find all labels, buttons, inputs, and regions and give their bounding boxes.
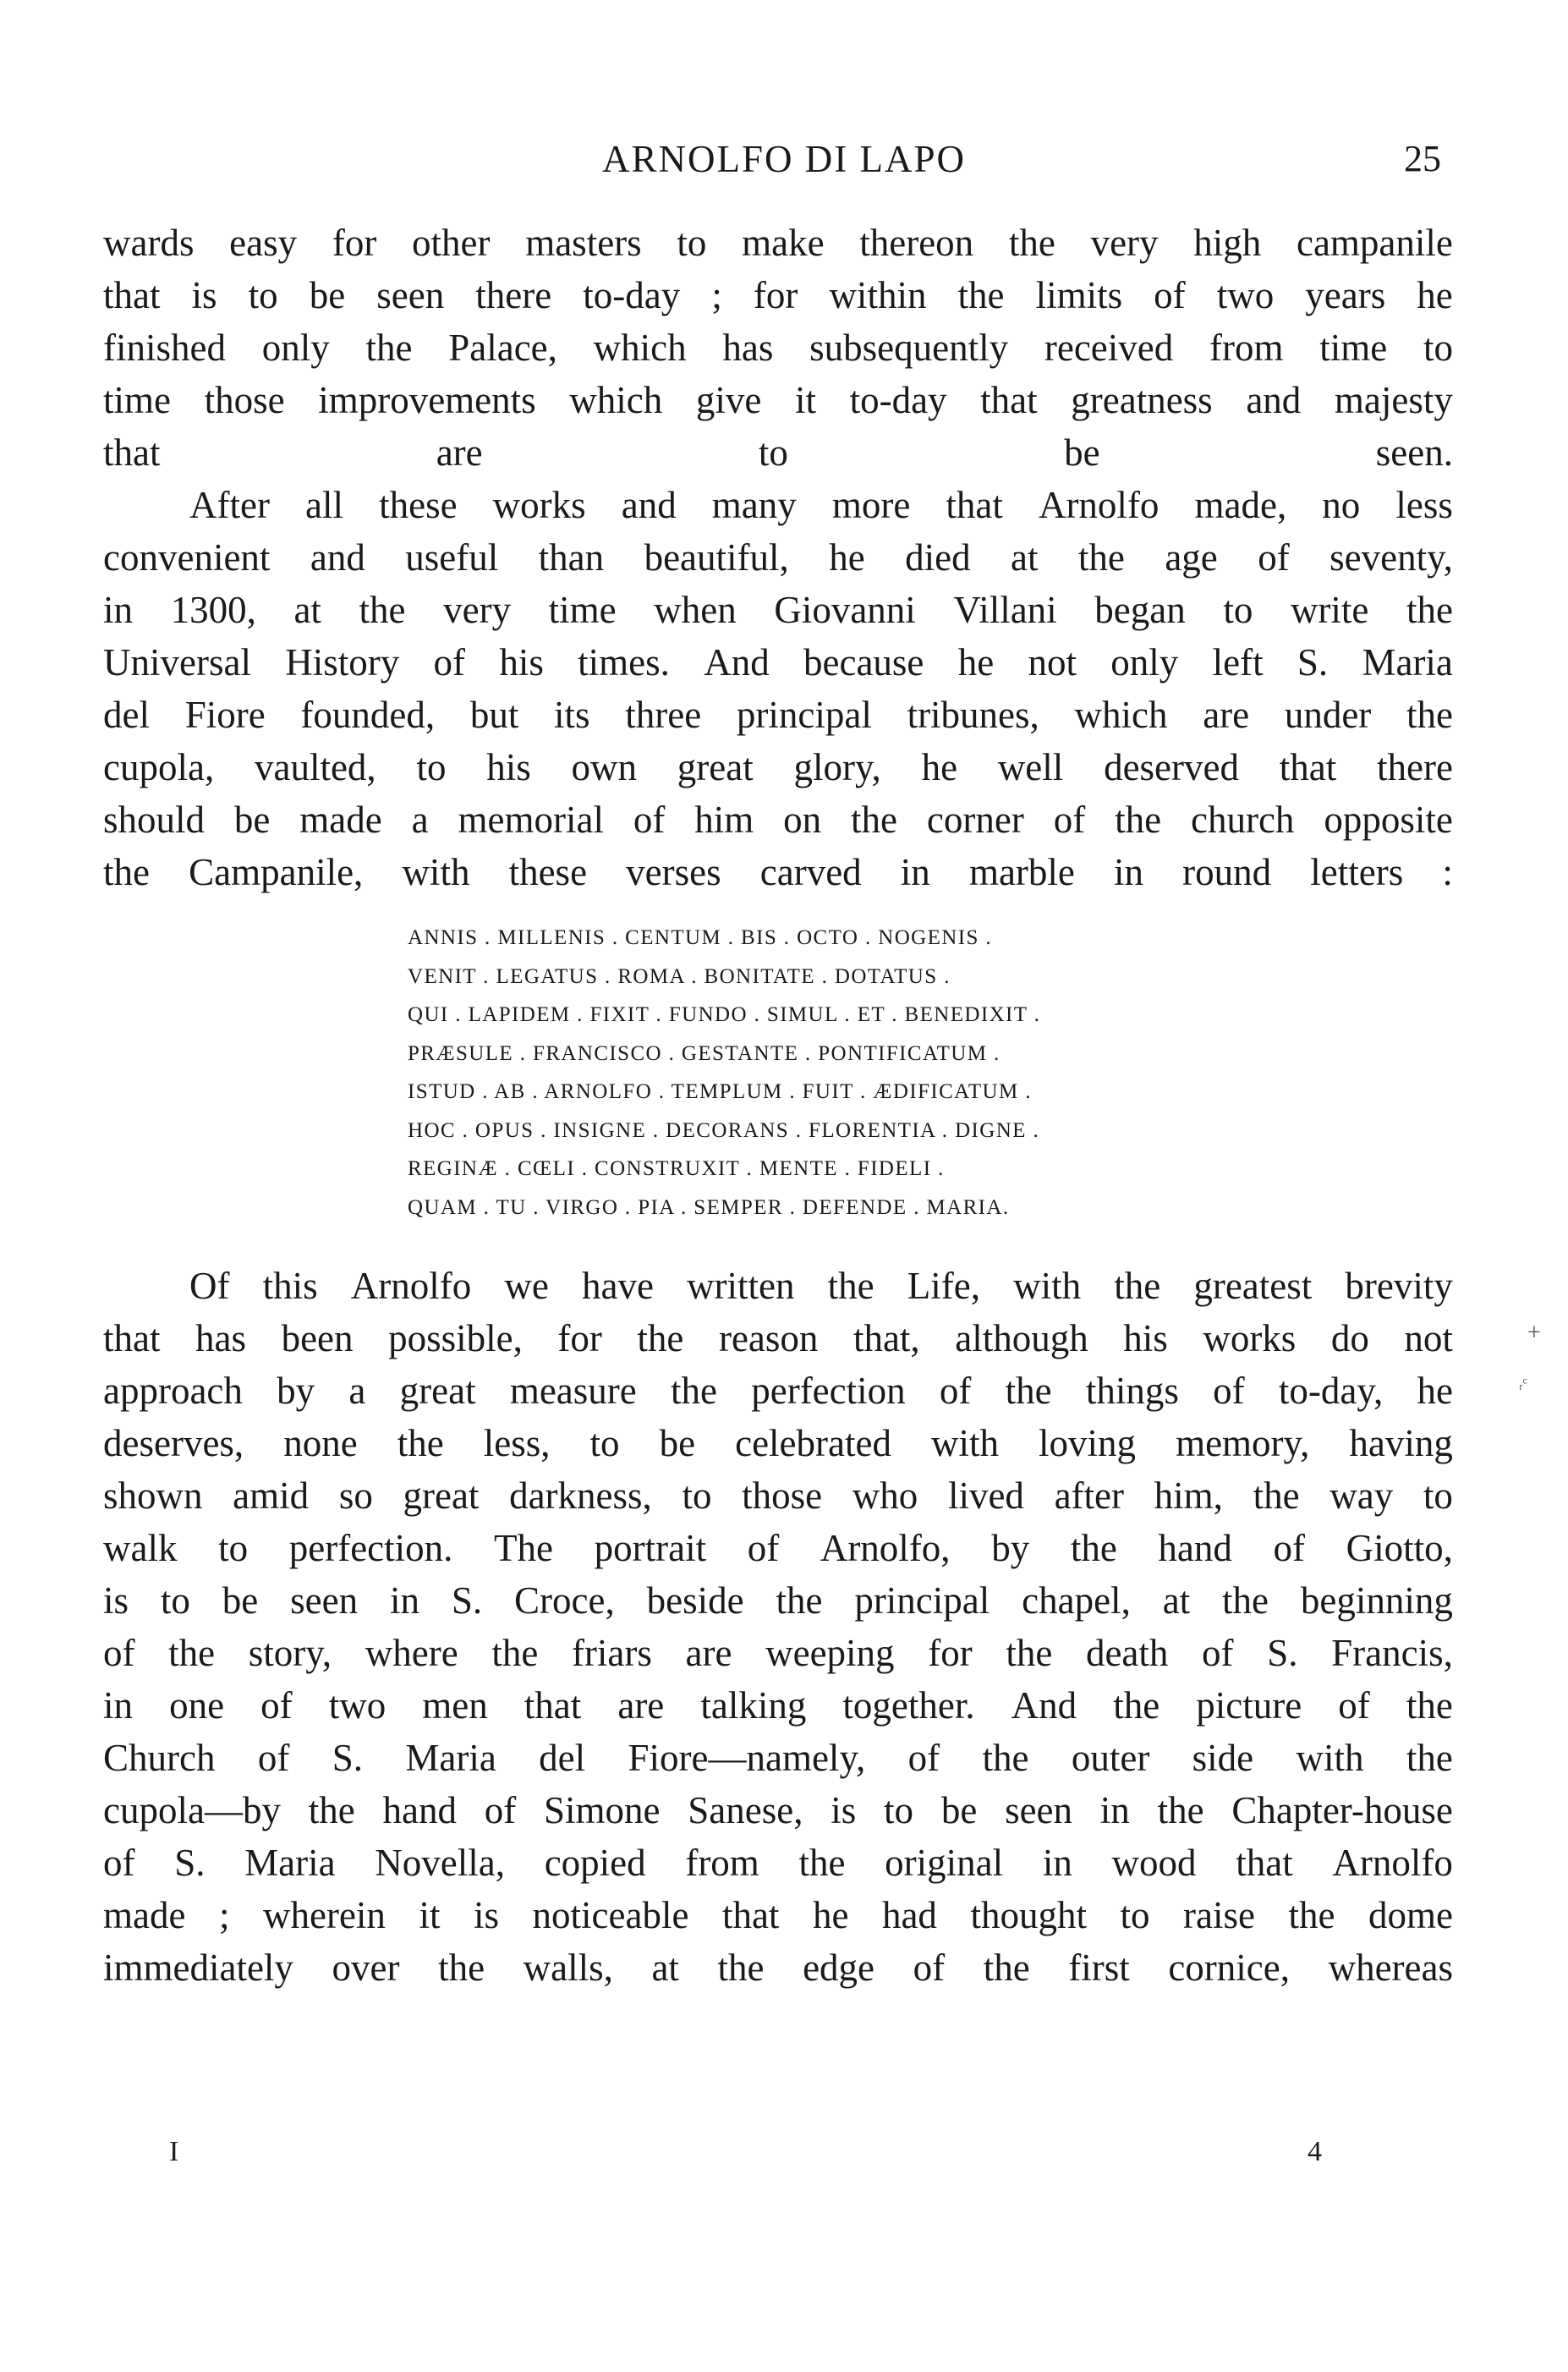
text-line: is to be seen in S. Croce, beside the principal chapel, at the beginning: [103, 1579, 1453, 1622]
paragraph-portrait: [103, 1260, 1453, 1994]
inscription-line: ANNIS . MILLENIS . CENTUM . BIS . OCTO . NOGENIS .: [408, 926, 993, 949]
text-line: the Campanile, with these verses carved in marble in round letters :: [103, 851, 1453, 893]
text-line: that has been possible, for the reason that, although his works do not: [103, 1317, 1453, 1359]
text-line: convenient and useful than beautiful, he died at the age of seventy,: [103, 536, 1453, 579]
running-title: ARNOLFO DI LAPO: [601, 138, 966, 180]
text-line: Universal History of his times. And because he not only left S. Maria: [103, 641, 1453, 684]
text-line: of the story, where the friars are weeping for the death of S. Francis,: [103, 1632, 1453, 1674]
text-line: finished only the Palace, which has subsequently received from time to: [103, 327, 1453, 369]
text-line: del Fiore founded, but its three principal tribunes, which are under the: [103, 694, 1453, 736]
text-line: in 1300, at the very time when Giovanni Villani began to write the: [103, 589, 1453, 631]
text-line: made ; wherein it is noticeable that he had thought to raise the dome: [103, 1894, 1453, 1936]
text-line: in one of two men that are talking together. And the picture of the: [103, 1684, 1453, 1727]
text-line: immediately over the walls, at the edge of the first cornice, whereas: [103, 1946, 1453, 1989]
page-number: 25: [1404, 138, 1441, 179]
text-line: wards easy for other masters to make thereon the very high campanile: [103, 222, 1453, 264]
paragraph-continued: [103, 217, 1453, 479]
inscription-line: ISTUD . AB . ARNOLFO . TEMPLUM . FUIT . ÆDIFICATUM .: [408, 1080, 1032, 1103]
text-line: that is to be seen there to-day ; for within the limits of two years he: [103, 274, 1453, 316]
text-line: Of this Arnolfo we have written the Life, with the greatest brevity: [189, 1265, 1453, 1307]
text-line: of S. Maria Novella, copied from the original in wood that Arnolfo: [103, 1842, 1453, 1884]
page-footer: [0, 2136, 1568, 2178]
margin-pencil-mark: +: [1527, 1320, 1541, 1346]
inscription-line: REGINÆ . CŒLI . CONSTRUXIT . MENTE . FIDELI .: [408, 1157, 945, 1180]
text-line: shown amid so great darkness, to those who lived after him, the way to: [103, 1474, 1453, 1517]
text-line: walk to perfection. The portrait of Arnolfo, by the hand of Giotto,: [103, 1527, 1453, 1569]
running-head: [0, 134, 1568, 184]
text-line: approach by a great measure the perfection of the things of to-day, he: [103, 1370, 1453, 1412]
paragraph-arnolfo-death: [103, 479, 1453, 898]
text-line: deserves, none the less, to be celebrated with loving memory, having: [103, 1422, 1453, 1464]
text-line: After all these works and many more that Arnolfo made, no less: [189, 484, 1453, 526]
signature-number: 4: [1308, 2136, 1322, 2167]
inscription-line: HOC . OPUS . INSIGNE . DECORANS . FLORENTIA . DIGNE .: [408, 1118, 1040, 1142]
signature-mark: I: [169, 2136, 179, 2167]
text-line: cupola—by the hand of Simone Sanese, is to be seen in the Chapter-house: [103, 1789, 1453, 1831]
inscription-line: QUI . LAPIDEM . FIXIT . FUNDO . SIMUL . ET . BENEDIXIT .: [408, 1003, 1041, 1026]
latin-inscription: [408, 919, 1220, 1227]
text-line: time those improvements which give it to-day that greatness and majesty: [103, 379, 1453, 421]
text-line: Church of S. Maria del Fiore—namely, of the outer side with the: [103, 1737, 1453, 1779]
text-line: that are to be seen.: [103, 431, 1453, 474]
text-line: cupola, vaulted, to his own great glory, he well deserved that there: [103, 746, 1453, 788]
inscription-line: PRÆSULE . FRANCISCO . GESTANTE . PONTIFICATUM .: [408, 1041, 1001, 1065]
inscription-line: VENIT . LEGATUS . ROMA . BONITATE . DOTATUS .: [408, 964, 951, 988]
inscription-line: QUAM . TU . VIRGO . PIA . SEMPER . DEFENDE . MARIA.: [408, 1195, 1010, 1219]
text-line: should be made a memorial of him on the corner of the church opposite: [103, 799, 1453, 841]
margin-pencil-mark: ᵣᶜ: [1519, 1374, 1527, 1392]
